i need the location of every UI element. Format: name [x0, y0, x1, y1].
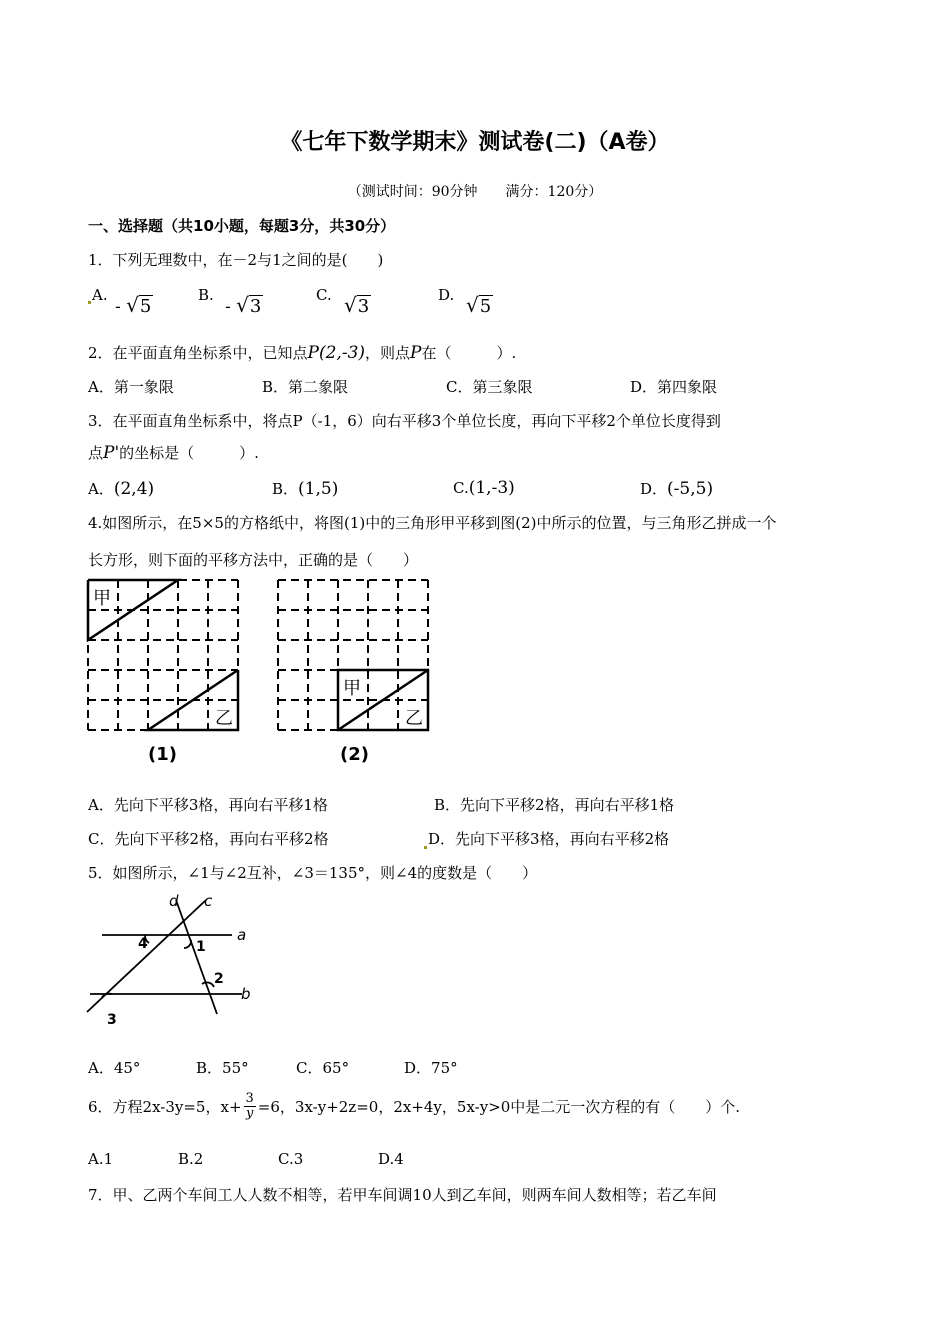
question-7-text: 7．甲、乙两个车间工人人数不相等，若甲车间调10人到乙车间，则两车间人数相等；若乙车间: [88, 1186, 717, 1204]
line-d: [176, 900, 217, 1014]
sqrt-sign-icon: √5: [126, 293, 152, 317]
question-3-line-2: [88, 442, 259, 463]
q3-option-c: [453, 478, 515, 498]
label-b: b: [241, 985, 251, 1003]
q1-option-a-label: [88, 286, 108, 304]
q3-b-label: B．: [272, 480, 299, 498]
label-a: a: [237, 926, 247, 944]
q6-frac-den: y: [245, 1106, 254, 1121]
exam-info: （测试时间：90分钟 满分：120分）: [347, 184, 603, 200]
q5-option-b: B．55°: [196, 1059, 249, 1077]
angle-1-label: 1: [196, 939, 206, 955]
question-5-text: 5．如图所示，∠1与∠2互补，∠3＝135°，则∠4的度数是（ ）: [88, 864, 538, 882]
q2-option-b: B．第二象限: [262, 378, 349, 396]
q1-b-radicand: 3: [249, 296, 262, 317]
q4-d-text: D．先向下平移3格，再向右平移2格: [428, 830, 670, 848]
question-3-line-1: 3．在平面直角坐标系中，将点P（-1，6）向右平移3个单位长度，再向下平移2个单位长度得到: [88, 412, 721, 430]
q1-option-d-value: [466, 293, 493, 317]
q4-option-b: B．先向下平移2格，再向右平移1格: [434, 796, 675, 814]
section-heading: 一、选择题（共10小题，每题3分，共30分）: [88, 217, 396, 235]
q5-option-d: D．75°: [404, 1059, 458, 1077]
q6-option-b: B.2: [178, 1150, 204, 1168]
q1-d-radicand: 5: [479, 296, 492, 317]
q3-c-label: C.: [453, 479, 469, 497]
sqrt-sign-icon: √3: [344, 293, 370, 317]
q2-text-c: 在（ ）.: [421, 344, 517, 362]
q1-option-d-label: D.: [438, 286, 455, 304]
q6-frac-num: 3: [245, 1091, 254, 1106]
q3-option-b: [272, 478, 338, 499]
q1-c-radicand: 3: [357, 296, 370, 317]
q1-option-c-label: C.: [316, 286, 332, 304]
question-6-text: [88, 1092, 740, 1121]
q4-option-a: A．先向下平移3格，再向右平移1格: [88, 796, 328, 814]
q1-option-a-value: [115, 293, 153, 317]
q2-p: P: [410, 343, 422, 363]
q2-point: P(2,-3): [307, 343, 366, 363]
q1-b-minus: -: [225, 297, 231, 317]
q1-option-b-value: [225, 293, 263, 317]
sqrt-sign-icon: √3: [236, 293, 262, 317]
q4-option-c: C．先向下平移2格，再向右平移2格: [88, 830, 329, 848]
q5-option-a: A．45°: [88, 1059, 141, 1077]
fig1-caption: (1): [148, 744, 177, 765]
q6-option-c: C.3: [278, 1150, 304, 1168]
q6-option-a: A.1: [88, 1150, 114, 1168]
q3-a-label: A．: [88, 480, 114, 498]
angle-2-label: 2: [214, 971, 224, 987]
q2-option-d: D．第四象限: [630, 378, 718, 396]
q3-b-value: (1,5): [298, 479, 339, 499]
fig2-caption: (2): [340, 744, 369, 765]
parallel-lines-figure: [80, 888, 280, 1028]
q3-option-a: [88, 478, 154, 499]
angle-3-label: 3: [107, 1012, 117, 1028]
question-4-line-1: 4.如图所示，在5×5的方格纸中，将图(1)中的三角形甲平移到图(2)中所示的位置，与三角形乙拼成一个: [88, 514, 777, 532]
q3-d-label: D．: [640, 480, 668, 498]
q1-a-minus: -: [115, 297, 121, 317]
label-d: d: [169, 892, 179, 910]
question-4-line-2: 长方形，则下面的平移方法中，正确的是（ ）: [88, 551, 419, 569]
fig2-yi-label: 乙: [405, 708, 423, 729]
q4-option-d: [424, 828, 669, 849]
fig1-yi-label: 乙: [215, 708, 233, 729]
q2-option-c: C．第三象限: [446, 378, 533, 396]
page-title: 《七年下数学期末》测试卷(二)（A卷）: [280, 130, 670, 155]
question-2-text: [88, 342, 516, 363]
grid-translation-figure: [80, 574, 450, 774]
label-c: c: [204, 892, 213, 910]
q3-c-value: (1,-3): [468, 478, 515, 498]
q1-option-b-label: B.: [198, 286, 214, 304]
q2-option-a: A．第一象限: [88, 378, 174, 396]
q1-option-c-value: [344, 293, 371, 317]
q3-line2-b: 的坐标是（ ）.: [119, 444, 259, 462]
q6-text-a: 6．方程2x-3y=5，x+: [88, 1098, 242, 1116]
q2-text-b: ，则点: [365, 344, 411, 362]
q3-line2-a: 点: [88, 444, 104, 462]
angle-4-label: 4: [138, 936, 148, 952]
q3-a-value: (2,4): [113, 479, 155, 499]
q6-option-d: D.4: [378, 1150, 404, 1168]
q1-a-letter: A.: [92, 286, 108, 304]
q6-fraction: [244, 1092, 256, 1121]
fig1-jia-label: 甲: [93, 588, 111, 609]
q3-option-d: [640, 478, 713, 499]
q1-a-radicand: 5: [139, 296, 152, 317]
q2-text-a: 2．在平面直角坐标系中，已知点: [88, 344, 308, 362]
question-1-text: 1．下列无理数中，在－2与1之间的是( ): [88, 251, 384, 269]
sqrt-sign-icon: √5: [466, 293, 492, 317]
q3-pprime: P': [103, 443, 120, 463]
fig2-jia-label: 甲: [343, 678, 361, 699]
q3-d-value: (-5,5): [667, 479, 714, 499]
q5-option-c: C．65°: [296, 1059, 350, 1077]
q6-text-b: =6，3x-y+2z=0，2x+4y，5x-y>0中是二元一次方程的有（ ）个.: [257, 1098, 741, 1116]
